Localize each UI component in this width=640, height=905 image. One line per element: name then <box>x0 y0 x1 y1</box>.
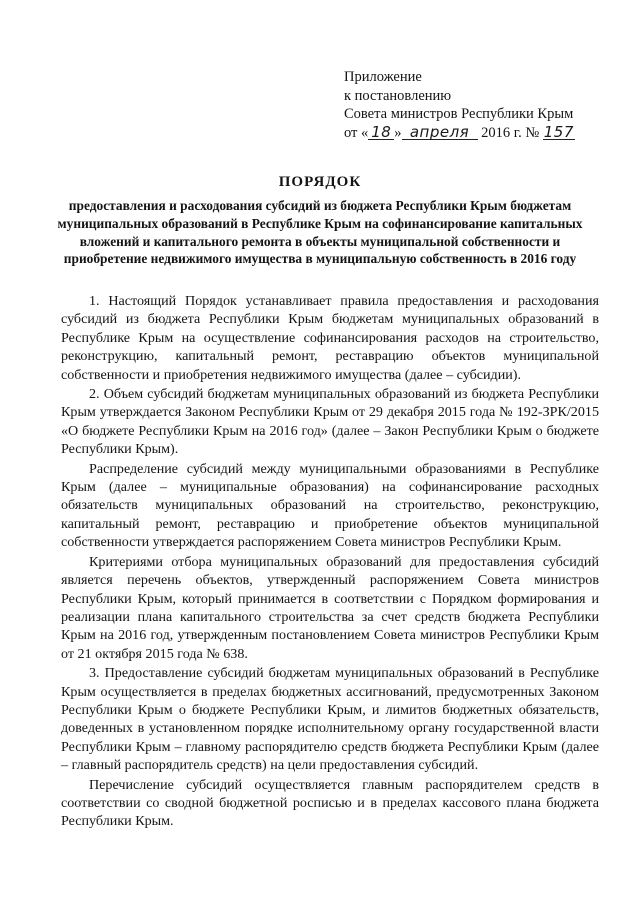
paragraph-5: 3. Предоставление субсидий бюджетам муниципальных образований в Республике Крым осуществляется в пределах бюджетных ассигнований, предусмотренных Законом Республики Крым о бюджете Республики Крым, и лимитов бюджетных обязательств, доведенных в установленном порядке исполнительному органу государственной власти Республики Крым – главному распорядителю средств бюджета Республики Крым (далее – главный распорядитель средств) на цели предоставления субсидий. <box>61 665 599 774</box>
appendix-date-line <box>344 124 614 143</box>
date-year-number: 2016 г. № <box>481 124 540 141</box>
handwritten-number: 157 <box>543 122 574 141</box>
appendix-resolution-ref: к постановлению <box>344 87 452 104</box>
document-title: ПОРЯДОК <box>278 174 362 190</box>
document-body <box>61 292 599 831</box>
handwritten-day: 18 <box>368 125 394 140</box>
paragraph-4: Критериями отбора муниципальных образований для предоставления субсидий является перечень объектов, утвержденный распоряжением Совета министров Республики Крым, который принимается в соответствии с Порядком формирования и реализации плана капитального строительства за счет средств бюджета Республики Крым на 2016 год, утвержденным постановлением Совета министров Республики Крым от 21 октября 2015 года № 638. <box>61 553 599 662</box>
handwritten-month: апреля <box>402 125 478 140</box>
document-subtitle: предоставления и расходования субсидий из бюджета Республики Крым бюджетам муниципальных образований в Республике Крым на софинансирование капитальных вложений и капитального ремонта в объекты муниципальной собственности и приобретение недвижимого имущества в муниципальную собственность в 2016 году <box>57 198 583 267</box>
appendix-label: Приложение <box>344 69 422 85</box>
appendix-council-name: Совета министров Республики Крым <box>344 106 574 122</box>
paragraph-3: Распределение субсидий между муниципальными образованиями в Республике Крым (далее – муниципальные образования) на софинансирование расходных обязательств муниципальных образований на строительство, реконструкцию, капитальный ремонт, реставрацию и приобретение объектов муниципальной собственности утверждается распоряжением Совета министров Республики Крым. <box>61 460 599 551</box>
document-title-block <box>40 174 600 268</box>
date-quote-close: » <box>394 124 402 141</box>
paragraph-2: 2. Объем субсидий бюджетам муниципальных образований из бюджета Республики Крым утверждается Законом Республики Крым от 29 декабря 2015 года № 192-ЗРК/2015 «О бюджете Республики Крым на 2016 год» (далее – Закон Республики Крым о бюджете Республики Крым). <box>61 386 599 458</box>
date-prefix: от « <box>344 124 369 141</box>
paragraph-6: Перечисление субсидий осуществляется главным распорядителем средств в соответствии со сводной бюджетной росписью и в пределах кассового плана бюджета Республики Крым. <box>61 776 599 830</box>
paragraph-1: 1. Настоящий Порядок устанавливает правила предоставления и расходования субсидий из бюджета Республики Крым бюджетам муниципальных образований в Республике Крым на осуществление софинансирования расходов на строительство, реконструкцию, капитальный ремонт, реставрацию объектов муниципальной собственности и приобретения недвижимого имущества (далее – субсидии). <box>61 293 599 383</box>
appendix-header <box>344 68 614 142</box>
